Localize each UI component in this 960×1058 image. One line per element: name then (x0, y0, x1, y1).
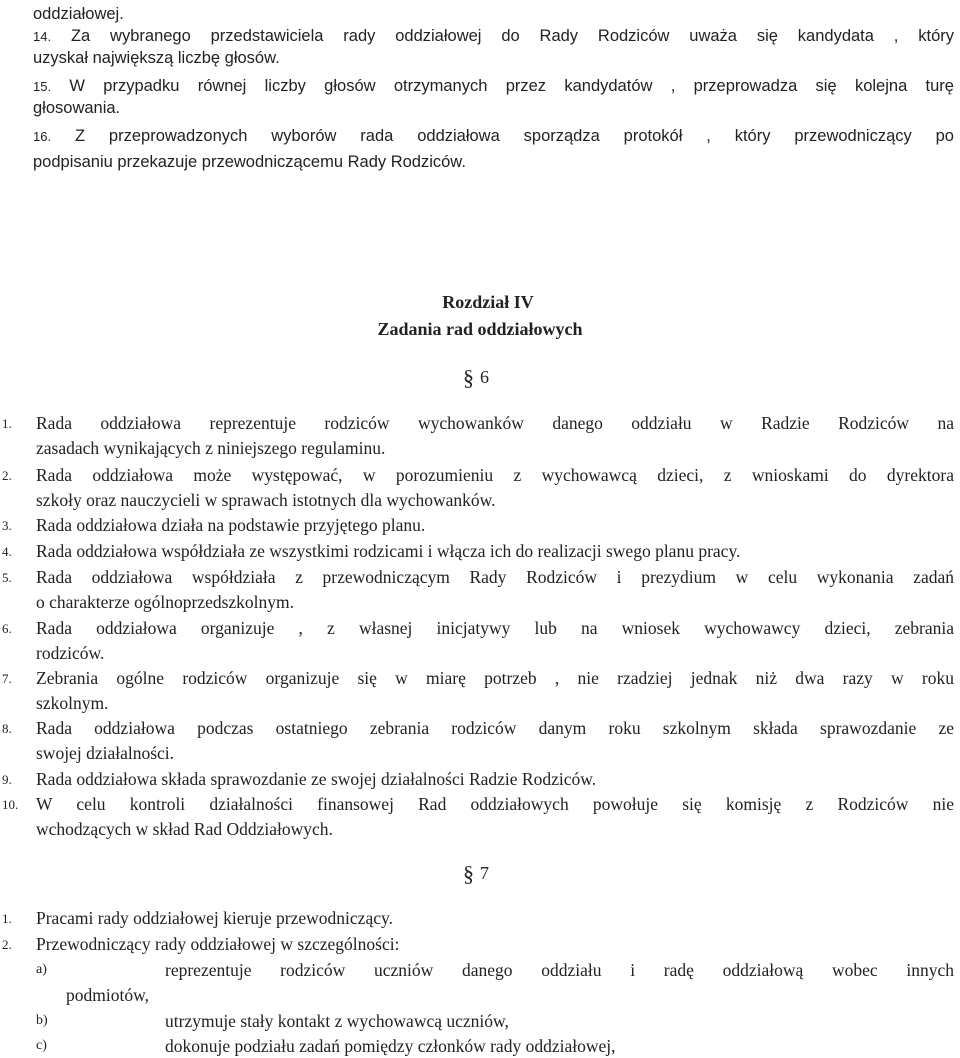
list-item-number: 1. (2, 911, 12, 926)
list-item-text: Przewodniczący rady oddziałowej w szczególności: (36, 934, 400, 954)
sub-item-text-continued: podmiotów, (66, 985, 149, 1005)
list-item-text: Pracami rady oddziałowej kieruje przewodniczący. (36, 908, 393, 928)
continuation-text: oddziałowej. (33, 5, 124, 23)
list-item-number: 7. (2, 671, 12, 686)
list-item-number: 8. (2, 721, 12, 736)
paragraph-14-line-1: 14. Za wybranego przedstawiciela rady oddziałowej do Rady Rodziców uważa się kandydata , który (33, 25, 954, 48)
section-number: 7 (480, 863, 489, 883)
list-item-text: Rada oddziałowa współdziała ze wszystkimi rodzicami i włącza ich do realizacji swego planu pracy. (36, 541, 741, 561)
chapter-title: Zadania rad oddziałowych (377, 319, 583, 339)
list-item-number: 1. (2, 416, 12, 431)
list-item-text-continued: swojej działalności. (36, 743, 175, 763)
list-item-number: 3. (2, 518, 12, 533)
section-symbol: § (463, 861, 474, 886)
list-item-number: 6. (2, 621, 12, 636)
list-item-text-continued: szkoły oraz nauczycieli w sprawach istotnych dla wychowanków. (36, 490, 496, 510)
list-item-text: Rada oddziałowa organizuje , z własnej inicjatywy lub na wniosek wychowawcy dzieci, zebrania (36, 618, 954, 638)
list-item-text-continued: o charakterze ogólnoprzedszkolnym. (36, 592, 295, 612)
list-item-text: Rada oddziałowa składa sprawozdanie ze swojej działalności Radzie Rodziców. (36, 769, 597, 789)
paragraph-number: 16. (33, 129, 52, 144)
paragraph-15-line-2: głosowania. (33, 99, 121, 117)
list-item-text: Zebrania ogólne rodziców organizuje się w miarę potrzeb , nie rzadziej jednak niż dwa razy w roku (36, 668, 954, 688)
list-item-number: 9. (2, 772, 12, 787)
sub-item-text: reprezentuje rodziców uczniów danego oddziału i radę oddziałową wobec innych (165, 960, 954, 980)
list-item-number: 2. (2, 468, 12, 483)
section-6-marker (463, 366, 489, 389)
list-item-text: W celu kontroli działalności finansowej Rad oddziałowych powołuje się komisję z Rodziców nie (36, 794, 954, 814)
list-item-text: Rada oddziałowa działa na podstawie przyjętego planu. (36, 515, 426, 535)
paragraph-16-line-2: podpisaniu przekazuje przewodniczącemu Rady Rodziców. (33, 153, 466, 171)
sub-item-text: dokonuje podziału zadań pomiędzy członków rady oddziałowej, (165, 1036, 616, 1056)
section-7-marker (463, 862, 489, 885)
paragraph-16-line-1: 16. Z przeprowadzonych wyborów rada oddziałowa sporządza protokół , który przewodniczący po (33, 125, 954, 148)
list-item-text: Rada oddziałowa reprezentuje rodziców wychowanków danego oddziału w Radzie Rodziców na (36, 413, 954, 433)
sub-item-text: utrzymuje stały kontakt z wychowawcą uczniów, (165, 1011, 509, 1031)
list-item-text-continued: rodziców. (36, 643, 105, 663)
section-number: 6 (480, 367, 489, 387)
list-item-text-continued: wchodzących w skład Rad Oddziałowych. (36, 819, 333, 839)
paragraph-number: 14. (33, 29, 52, 44)
chapter-heading: Rozdział IV (442, 292, 534, 312)
list-item-text: Rada oddziałowa może występować, w porozumieniu z wychowawcą dzieci, z wnioskami do dyrektora (36, 465, 954, 485)
paragraph-14-line-2: uzyskał największą liczbę głosów. (33, 49, 280, 67)
list-item-number: 2. (2, 937, 12, 952)
paragraph-15-line-1: 15. W przypadku równej liczby głosów otrzymanych przez kandydatów , przeprowadza się kolejna turę (33, 75, 954, 98)
list-item-number: 4. (2, 544, 12, 559)
sub-item-letter: a) (36, 962, 47, 977)
section-symbol: § (463, 365, 474, 390)
list-item-number: 10. (2, 797, 19, 812)
paragraph-number: 15. (33, 79, 52, 94)
sub-item-letter: b) (36, 1013, 48, 1028)
list-item-text: Rada oddziałowa podczas ostatniego zebrania rodziców danym roku szkolnym składa sprawozdanie ze (36, 718, 954, 738)
sub-item-letter: c) (36, 1038, 47, 1053)
list-item-text-continued: szkolnym. (36, 693, 109, 713)
list-item-text: Rada oddziałowa współdziała z przewodniczącym Rady Rodziców i prezydium w celu wykonania zadań (36, 567, 954, 587)
list-item-number: 5. (2, 570, 12, 585)
list-item-text-continued: zasadach wynikających z niniejszego regulaminu. (36, 438, 386, 458)
